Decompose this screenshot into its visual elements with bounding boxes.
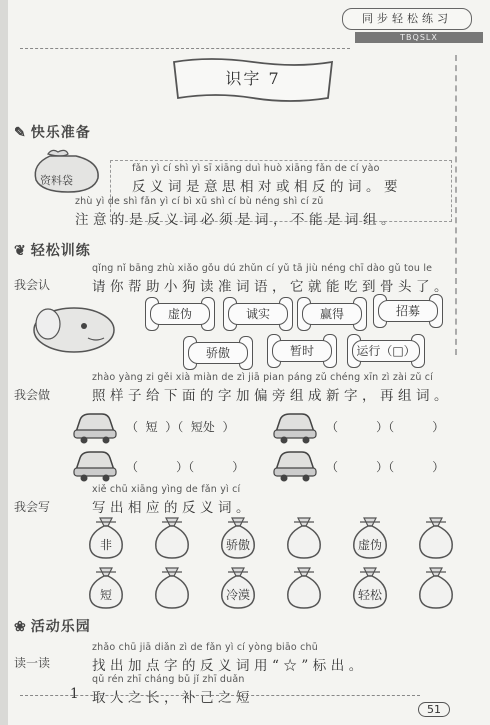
- q3-pinyin: xiě chū xiāng yìng de fǎn yì cí: [92, 484, 241, 495]
- activity-q1-pinyin: zhǎo chū jiā diǎn zì de fǎn yì cí yòng biāo chū: [92, 642, 319, 653]
- activity-item-text[interactable]: 取人之长，补己之短: [92, 690, 254, 706]
- money-bag-icon: [416, 514, 456, 560]
- info-line1-pinyin: fǎn yì cí shì yì sī xiāng duì huò xiāng fǎn de cí yào: [132, 163, 380, 174]
- footer-divider: [20, 695, 420, 696]
- activity-q1-instruction: 找出加点字的反义词用“☆”标出。: [92, 658, 367, 674]
- top-row-bag-5: 虚伪: [357, 538, 382, 552]
- bone-word-4: 招募: [378, 300, 438, 322]
- bone-word-6: 暂时: [272, 340, 332, 362]
- series-title-badge: 同步轻松练习: [342, 8, 472, 30]
- q1-instruction: 请你帮助小狗读准词语，它就能吃到骨头了。: [92, 279, 452, 295]
- q1-label: 我会认: [14, 278, 51, 292]
- page-number: 51: [418, 702, 450, 717]
- money-bag-icon: [416, 564, 456, 610]
- lesson-title: 识字 7: [225, 69, 281, 88]
- q2-instruction: 照样子给下面的字加偏旁组成新字，再组词。: [92, 388, 452, 404]
- info-line2-text: 注意的是反义词必须是词，不能是词组。: [75, 212, 399, 228]
- money-bag-icon: [284, 564, 324, 610]
- car-icon: [272, 448, 318, 482]
- q3-label: 我会写: [14, 500, 51, 514]
- bone-word-5: 骄傲: [188, 342, 248, 364]
- activity-item-pinyin: qǔ rén zhī cháng bǔ jǐ zhī duǎn: [92, 674, 245, 685]
- bottom-row-bag-5: 轻松: [357, 588, 382, 602]
- q3-instruction: 写出相应的反义词。: [92, 500, 254, 516]
- activity-item-number: 1: [70, 686, 84, 702]
- q2-label: 我会做: [14, 388, 51, 402]
- info-line2-pinyin: zhù yì de shì fǎn yì cí bì xū shì cí bù néng shì cí zǔ: [75, 196, 324, 207]
- series-sub-label: TBQSLX: [355, 32, 483, 43]
- car-icon: [72, 448, 118, 482]
- pencil-icon: ✎: [14, 125, 27, 141]
- q2-pinyin: zhào yàng zi gěi xià miàn de zì jiā pian páng zǔ chéng xīn zì zài zǔ cí: [92, 372, 434, 383]
- money-bag-icon: [284, 514, 324, 560]
- dog-illustration: [26, 298, 126, 358]
- car-icon: [72, 410, 118, 444]
- bone-word-2: 诚实: [228, 303, 288, 325]
- q2-row1-right[interactable]: （ ）（ ）: [326, 420, 445, 434]
- bird-icon: ❦: [14, 243, 27, 259]
- header-divider: [20, 48, 350, 49]
- bottom-row-bag-1: 短: [99, 588, 112, 602]
- data-bag-label: 资料袋: [40, 174, 73, 187]
- info-line1-text: 反义词是意思相对或相反的词。要: [132, 179, 402, 195]
- bone-word-7: 运行（□）: [352, 340, 420, 362]
- q1-pinyin: qǐng nǐ bāng zhù xiǎo gǒu dú zhǔn cí yǔ tā jiù néng chī dào gǔ tou le: [92, 263, 433, 274]
- top-row-bag-3: 骄傲: [225, 538, 250, 552]
- binding-spine: [0, 0, 8, 725]
- bone-word-1: 虚伪: [150, 303, 210, 325]
- q2-row2-right[interactable]: （ ）（ ）: [326, 460, 445, 474]
- q2-row1-left[interactable]: （ 短 ）（ 短处 ）: [126, 420, 235, 434]
- money-bag-icon: [152, 514, 192, 560]
- money-bag-icon: [152, 564, 192, 610]
- bottom-row-bag-3: 冷漠: [225, 588, 250, 602]
- bone-word-3: 赢得: [302, 303, 362, 325]
- section-heading-activity: ❀ 活动乐园: [14, 619, 91, 635]
- q2-row2-left[interactable]: （ ）（ ）: [126, 460, 245, 474]
- car-icon: [272, 410, 318, 444]
- snail-icon: ❀: [14, 619, 27, 635]
- top-row-bag-1: 非: [99, 538, 112, 552]
- activity-q1-label: 读一读: [14, 656, 51, 670]
- margin-marks: [455, 55, 465, 355]
- section-heading-practice: ❦ 轻松训练: [14, 243, 91, 259]
- section-heading-prepare: ✎ 快乐准备: [14, 125, 91, 141]
